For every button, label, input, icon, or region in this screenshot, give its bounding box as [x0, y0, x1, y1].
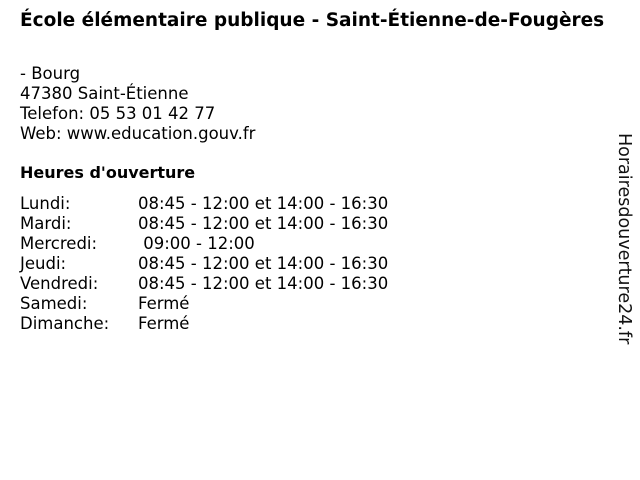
- time-value: 08:45 - 12:00 et 14:00 - 16:30: [138, 254, 389, 273]
- address-city: 47380 Saint-Étienne: [20, 84, 189, 103]
- address-block: [20, 64, 255, 144]
- website: Web: www.education.gouv.fr: [20, 124, 256, 143]
- time-value: Fermé: [138, 314, 190, 333]
- site-watermark: Horairesdouverture24.fr: [614, 133, 634, 345]
- day-label: Lundi:: [20, 194, 71, 213]
- address-street: - Bourg: [20, 64, 81, 83]
- day-label: Mardi:: [20, 214, 72, 233]
- time-value: 08:45 - 12:00 et 14:00 - 16:30: [138, 214, 389, 233]
- day-label: Mercredi:: [20, 234, 98, 253]
- page-title: École élémentaire publique - Saint-Étienne-de-Fougères: [20, 10, 605, 31]
- opening-hours-heading: Heures d'ouverture: [20, 163, 196, 182]
- day-label: Dimanche:: [20, 314, 110, 333]
- day-label: Vendredi:: [20, 274, 99, 293]
- day-label: Samedi:: [20, 294, 88, 313]
- day-label: Jeudi:: [20, 254, 67, 273]
- phone-number: Telefon: 05 53 01 42 77: [20, 104, 216, 123]
- time-value: 08:45 - 12:00 et 14:00 - 16:30: [138, 194, 389, 213]
- time-value: Fermé: [138, 294, 190, 313]
- time-value: 09:00 - 12:00: [138, 234, 255, 253]
- time-value: 08:45 - 12:00 et 14:00 - 16:30: [138, 274, 389, 293]
